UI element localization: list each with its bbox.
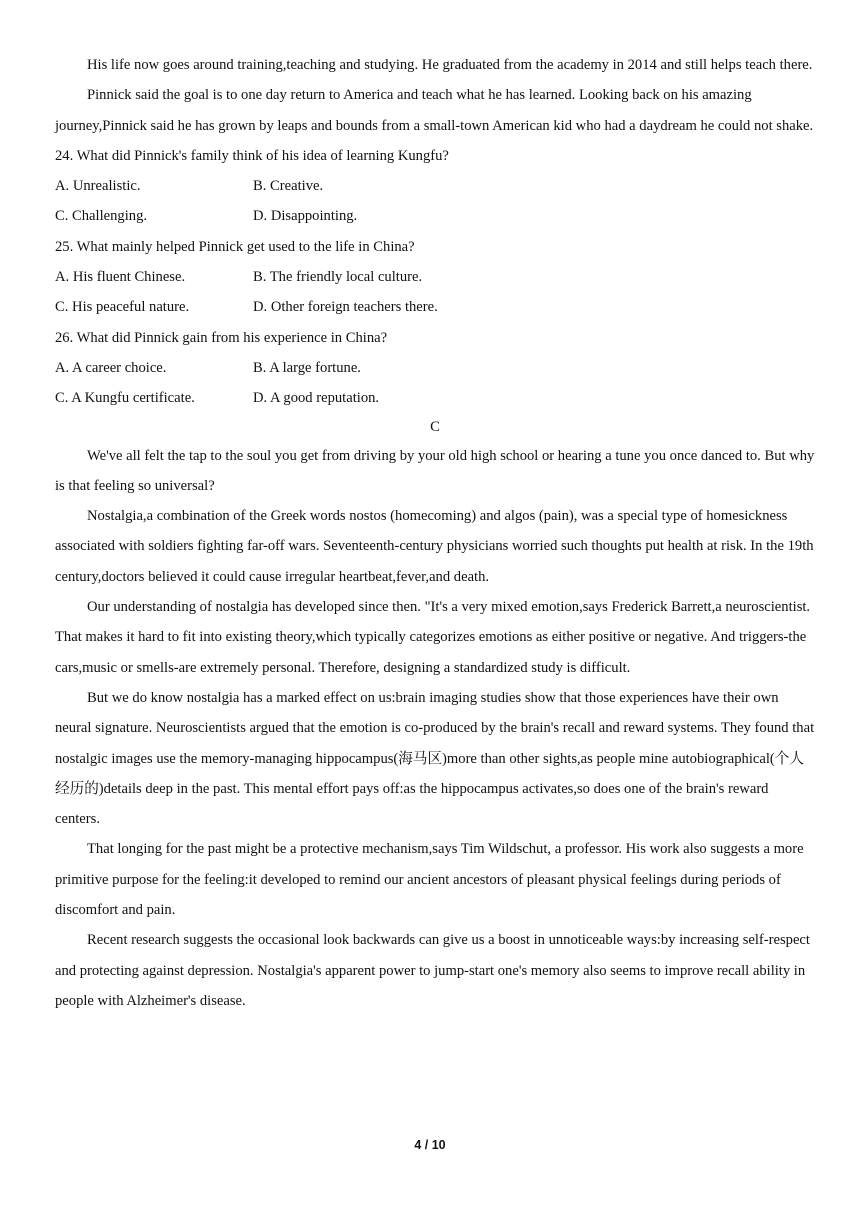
page-number: 4 / 10 [414, 1138, 446, 1152]
option-a: A. Unrealistic. [55, 178, 141, 195]
options-row [55, 292, 815, 322]
question-25 [55, 232, 815, 323]
options-row [55, 383, 815, 413]
option-c: C. His peaceful nature. [55, 299, 190, 316]
paragraph: Nostalgia,a combination of the Greek words nostos (homecoming) and algos (pain), was a special type of homesickness associated with soldiers fighting far-off wars. Seventeenth-century physicians worried such thoughts put health at risk. In the 19th century,doctors believed it could cause irregular heartbeat,fever,and death. [55, 508, 814, 585]
option-b: B. Creative. [253, 178, 324, 195]
question-24 [55, 141, 815, 232]
question-stem: 26. What did Pinnick gain from his experience in China? [55, 329, 388, 346]
question-26 [55, 323, 815, 414]
option-d: D. A good reputation. [253, 390, 380, 407]
option-d: D. Other foreign teachers there. [253, 299, 438, 316]
paragraph: Our understanding of nostalgia has developed since then. "It's a very mixed emotion,says Frederick Barrett,a neuroscientist. That makes it hard to fit into existing theory,which typically categorizes emotions as either positive or negative. And triggers-the cars,music or smells-are extremely personal. Therefore, designing a standardized study is difficult. [55, 599, 811, 676]
paragraph: Recent research suggests the occasional look backwards can give us a boost in unnoticeable ways:by increasing self-respect and protecting against depression. Nostalgia's apparent power to jump-start one's memory also seems to improve recall ability in people with Alzheimer's disease. [55, 932, 810, 1009]
options-row [55, 201, 815, 231]
option-c: C. A Kungfu certificate. [55, 390, 195, 407]
paragraph: We've all felt the tap to the soul you get from driving by your old high school or hearing a tune you once danced to. But why is that feeling so universal? [55, 447, 815, 494]
section-heading: C [430, 418, 440, 435]
page-content [55, 50, 815, 1016]
options-row [55, 262, 815, 292]
option-a: A. His fluent Chinese. [55, 269, 186, 286]
paragraph: Pinnick said the goal is to one day return to America and teach what he has learned. Looking back on his amazing journey,Pinnick said he has grown by leaps and bounds from a small-town American kid who had a daydream he could not shake. [55, 87, 814, 134]
option-a: A. A career choice. [55, 359, 167, 376]
paragraph: That longing for the past might be a protective mechanism,says Tim Wildschut, a professor. His work also suggests a more primitive purpose for the feeling:it developed to remind our ancient ancestors of pleasant physical feelings during periods of discomfort and pain. [55, 841, 804, 919]
options-row [55, 353, 815, 383]
paragraph: His life now goes around training,teaching and studying. He graduated from the academy in 2014 and still helps teach there. [87, 57, 813, 73]
options-row [55, 171, 815, 201]
paragraph: But we do know nostalgia has a marked effect on us:brain imaging studies show that those experiences have their own neural signature. Neuroscientists argued that the emotion is co-produced by the brain's recall and reward systems. They found that nostalgic images use the memory-managing hippocampus(海马区)more than other sights,as people mine autobiographical(个人经历的)details deep in the past. This mental effort pays off:as the hippocampus activates,so does one of the brain's reward centers. [55, 689, 815, 828]
question-stem: 25. What mainly helped Pinnick get used to the life in China? [55, 238, 415, 255]
option-b: B. A large fortune. [253, 359, 361, 376]
option-c: C. Challenging. [55, 208, 148, 225]
option-d: D. Disappointing. [253, 208, 358, 225]
question-stem: 24. What did Pinnick's family think of his idea of learning Kungfu? [55, 147, 449, 164]
option-b: B. The friendly local culture. [253, 269, 423, 286]
